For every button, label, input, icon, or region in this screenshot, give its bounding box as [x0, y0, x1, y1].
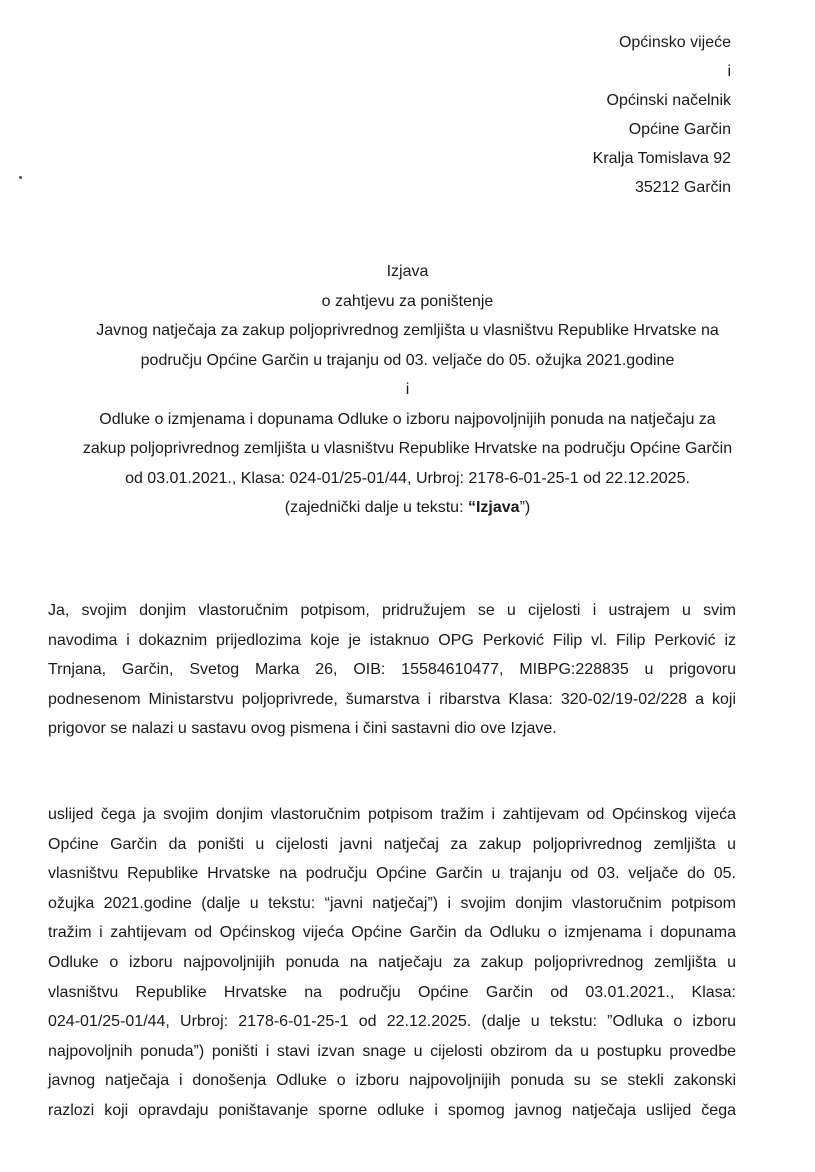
- paragraph-line: razlozi koji opravdaju poništavanje sporne odluke i spomog javnog natječaja uslijed čega: [48, 1101, 736, 1119]
- scan-speck: [19, 176, 22, 179]
- recipient-line: Kralja Tomislava 92: [592, 150, 731, 167]
- paragraph-line: vlasništvu Republike Hrvatske na području Općine Garčin u trajanju od 03. veljače do 05.: [48, 865, 736, 883]
- heading-note-bold: “Izjava: [467, 499, 520, 516]
- paragraph-request: [48, 800, 736, 1126]
- paragraph-line: Ja, svojim donjim vlastoručnim potpisom, pridružujem se u cijelosti i ustrajem u svim: [48, 602, 736, 619]
- paragraph-line: uslijed čega ja svojim donjim vlastoručnim potpisom tražim i zahtijevam od Općinskog vijeća: [48, 806, 736, 823]
- paragraph-line: tražim i zahtijevam od Općinskog vijeća Općine Garčin da Odluku o izmjenama i dopunama: [48, 924, 736, 942]
- paragraph-line: podnesenom Ministarstvu poljoprivrede, šumarstva i ribarstva Klasa: 320-02/19-02/228 a koji: [48, 690, 736, 708]
- heading-line: od 03.01.2021., Klasa: 024-01/25-01/44, Urbroj: 2178-6-01-25-1 od 22.12.2025.: [125, 469, 690, 487]
- paragraph-line: prigovor se nalazi u sastavu ovog pismena i čini sastavni dio ove Izjave.: [48, 720, 557, 738]
- document-heading: [30, 257, 785, 523]
- heading-line: i: [405, 381, 410, 398]
- heading-line: Odluke o izmjenama i dopunama Odluke o izboru najpovoljnijih ponuda na natječaju za: [99, 410, 716, 428]
- heading-line: o zahtjevu za poništenje: [321, 292, 494, 310]
- paragraph-line: vlasništvu Republike Hrvatske na području Općine Garčin od 03.01.2021., Klasa:: [48, 983, 736, 1001]
- paragraph-line: Odluke o izboru najpovoljnijih ponuda na natječaju za zakup poljoprivrednog zemljišta u: [48, 953, 736, 971]
- heading-note-suffix: ”): [519, 499, 531, 516]
- heading-line: Javnog natječaja za zakup poljoprivrednog zemljišta u vlasništvu Republike Hrvatske na: [96, 322, 719, 339]
- paragraph-line: Općine Garčin da poništi u cijelosti javni natječaj za zakup poljoprivrednog zemljišta u: [48, 835, 736, 853]
- recipient-line: Općinsko vijeće: [618, 34, 731, 51]
- recipient-line: 35212 Garčin: [634, 179, 731, 196]
- paragraph-line: javnog natječaja i donošenja Odluke o izboru najpovoljnijih ponuda su se stekli zakonski: [48, 1072, 736, 1090]
- heading-note: [30, 493, 785, 523]
- recipient-line: i: [727, 63, 731, 80]
- recipient-line: Općine Garčin: [628, 121, 731, 138]
- paragraph-line: najpovoljnih ponuda”) poništi i stavi izvan snage u cijelosti obzirom da u postupku provedbe: [48, 1042, 736, 1060]
- paragraph-declaration: [48, 596, 736, 744]
- heading-title: Izjava: [386, 263, 429, 280]
- paragraph-line: ožujka 2021.godine (dalje u tekstu: “javni natječaj”) i svojim donjim vlastoručnim potpisom: [48, 894, 736, 912]
- recipient-line: Općinski načelnik: [606, 92, 731, 109]
- heading-line: zakup poljoprivrednog zemljišta u vlasništvu Republike Hrvatske na području Općine Garčin: [82, 440, 733, 457]
- heading-line: području Općine Garčin u trajanju od 03. veljače do 05. ožujka 2021.godine: [140, 351, 675, 369]
- paragraph-line: navodima i dokaznim prijedlozima koje je istaknuo OPG Perković Filip vl. Filip Perković iz: [48, 631, 736, 649]
- recipient-address: [593, 28, 731, 202]
- paragraph-line: Trnjana, Garčin, Svetog Marka 26, OIB: 15584610477, MIBPG:228835 u prigovoru: [48, 661, 736, 679]
- paragraph-line: 024-01/25-01/44, Urbroj: 2178-6-01-25-1 od 22.12.2025. (dalje u tekstu: ”Odluka o izboru: [48, 1013, 736, 1031]
- heading-note-prefix: (zajednički dalje u tekstu:: [284, 499, 468, 516]
